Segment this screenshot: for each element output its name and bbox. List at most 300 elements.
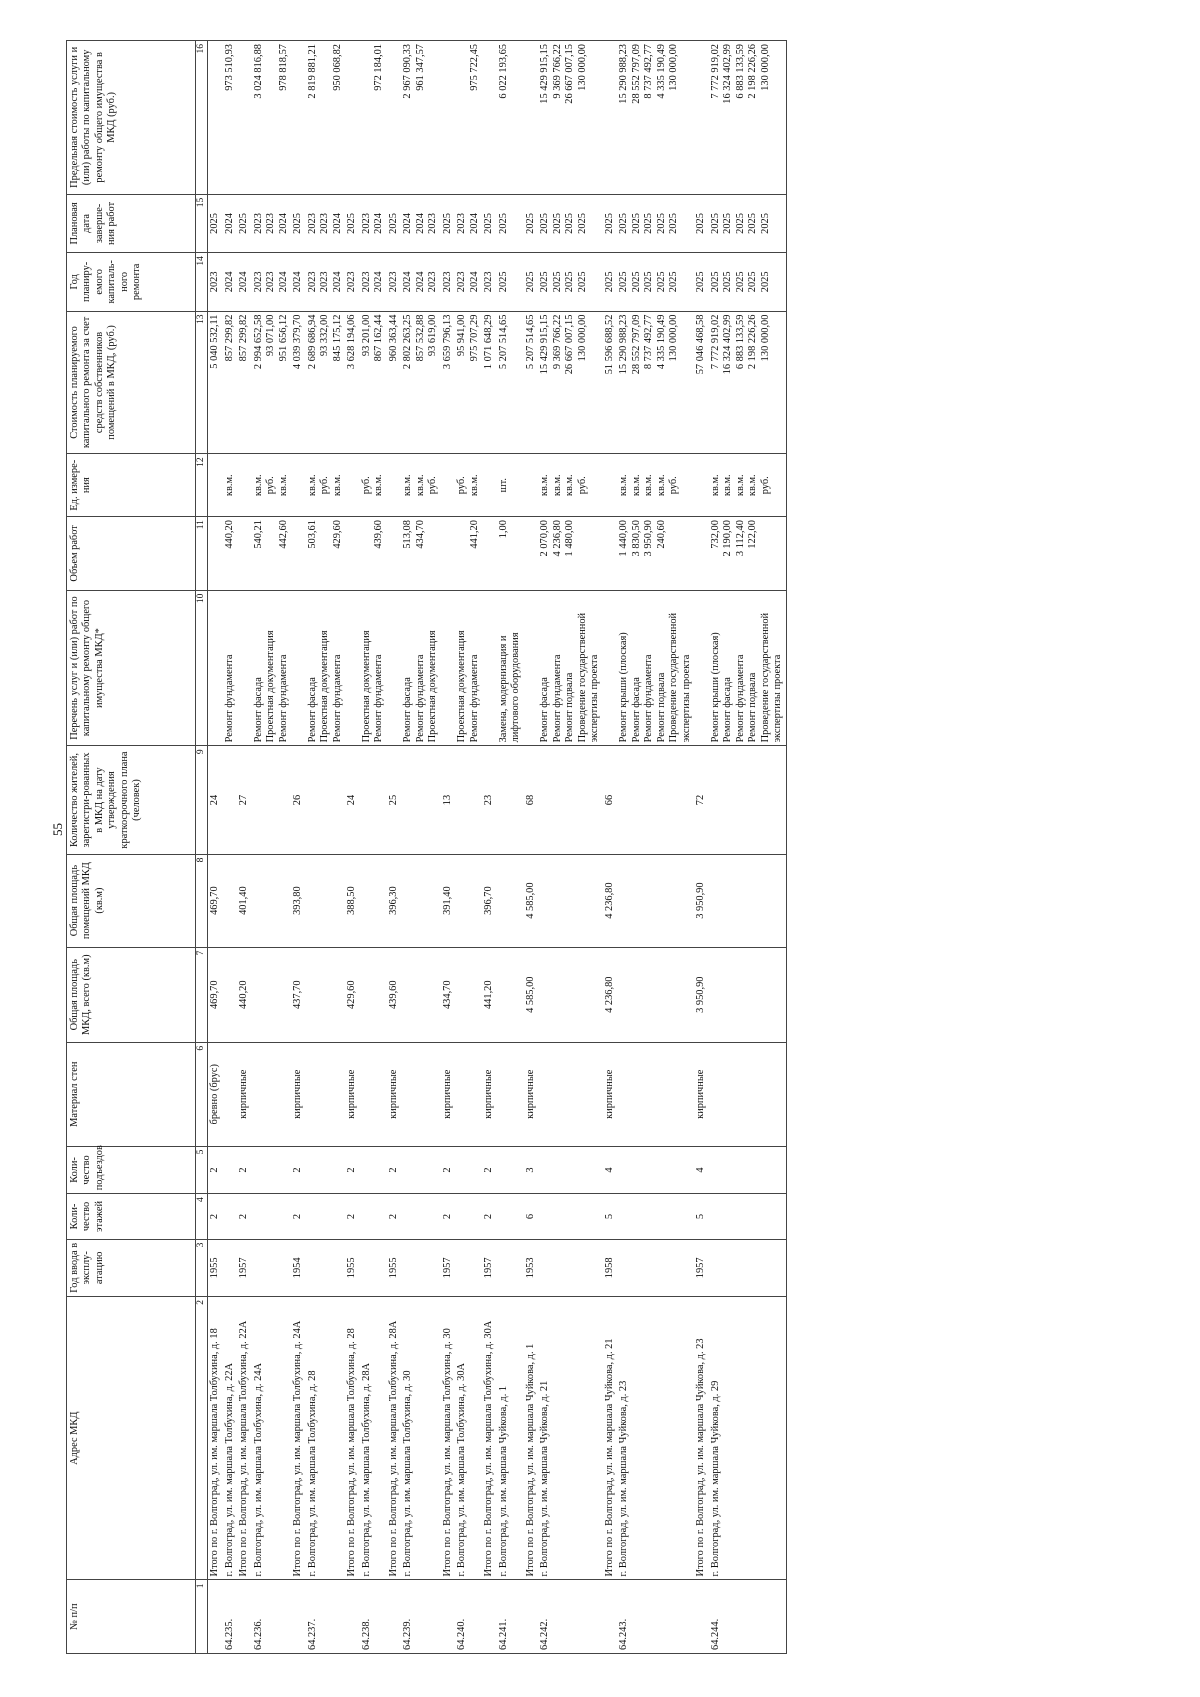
cell-end	[603, 194, 618, 252]
cell-line: 2024	[238, 271, 250, 293]
header-cell-1: № п/п	[67, 1580, 196, 1654]
cell-entr	[538, 1146, 602, 1194]
cell-line: 15 290 988,23	[618, 44, 630, 104]
table-row	[306, 41, 346, 1654]
cell-entr: 2	[387, 1146, 402, 1194]
cell-line: 2025	[524, 213, 536, 234]
cell-line	[668, 520, 681, 587]
cell-line	[346, 520, 359, 587]
header-cell-9: Количество жителей, зарегистри-рованных в МКД на дату утверждения краткосрочного плана (человек)	[67, 746, 196, 854]
cell-line: Ремонт крыши (плоская)	[709, 632, 721, 743]
cell-works	[709, 590, 786, 746]
cell-vol	[223, 517, 238, 591]
table-body	[208, 41, 786, 1654]
cell-line: 28 552 797,09	[630, 44, 642, 104]
cell-line: 15 429 915,15	[539, 314, 551, 375]
cell-mat: бревно (брус)	[208, 1042, 223, 1146]
cell-mat	[538, 1042, 602, 1146]
cell-res: 25	[387, 746, 402, 854]
cell-line: 2025	[524, 271, 536, 293]
cell-line	[525, 44, 538, 191]
cell-line: 3 628 194,06	[346, 314, 358, 370]
cell-addr: г. Волгоград, ул. им. маршала Чуйкова, д. 1	[497, 1297, 524, 1580]
cell-line	[361, 520, 374, 587]
cell-addr: Итого по г. Волгоград, ул. им. маршала Толбухина, д. 28А	[387, 1297, 402, 1580]
cell-entr	[306, 1146, 346, 1194]
cell-line: 2 070,00	[539, 520, 551, 557]
cell-plan	[208, 253, 223, 311]
cell-limit	[482, 41, 497, 195]
cell-res: 13	[441, 746, 456, 854]
cell-line	[483, 44, 496, 191]
cell-line: 8 737 492,77	[643, 314, 655, 370]
cell-line: 2025	[292, 213, 304, 234]
cell-num	[441, 1580, 456, 1654]
cell-area_p	[223, 854, 238, 947]
cell-vol	[237, 517, 252, 591]
cell-area: 469,70	[208, 947, 223, 1042]
cell-mat	[709, 1042, 786, 1146]
cell-line: кв.м.	[306, 474, 318, 497]
column-number-11: 11	[196, 517, 208, 591]
cell-line: 2025	[734, 213, 746, 234]
cell-num	[237, 1580, 252, 1654]
cell-floors	[223, 1194, 238, 1239]
cell-line: Проектная документация	[265, 630, 277, 743]
cell-line: 2025	[759, 213, 771, 234]
cell-line: 2025	[709, 271, 721, 293]
cell-line: 2025	[643, 213, 655, 234]
cell-area: 4 585,00	[524, 947, 539, 1042]
cell-unit	[694, 454, 709, 517]
cell-limit	[603, 41, 618, 195]
cell-unit	[455, 454, 482, 517]
cell-line: 951 656,12	[277, 314, 289, 362]
cell-unit	[441, 454, 456, 517]
cell-addr: г. Волгоград, ул. им. маршала Чуйкова, д. 23	[617, 1297, 694, 1580]
cell-line: 2023	[387, 271, 399, 293]
cell-year	[252, 1239, 292, 1296]
cell-line	[361, 44, 374, 191]
cell-line: 2 190,00	[722, 520, 734, 557]
cell-num	[524, 1580, 539, 1654]
cell-plan	[237, 253, 252, 311]
table-row	[223, 41, 238, 1654]
cell-line	[525, 594, 538, 743]
cell-line: кв.м.	[539, 474, 551, 497]
column-number-4: 4	[196, 1194, 208, 1239]
cell-cost	[291, 311, 306, 454]
column-number-2: 2	[196, 1297, 208, 1580]
cell-line	[388, 44, 401, 191]
cell-res	[538, 746, 602, 854]
cell-line: 3 024 816,88	[252, 44, 264, 99]
cell-end	[360, 194, 387, 252]
cell-works	[387, 590, 402, 746]
cell-num: 64.240.	[455, 1580, 482, 1654]
cell-plan	[291, 253, 306, 311]
cell-line: 2025	[655, 213, 667, 234]
cell-line: Проектная документация	[360, 630, 372, 743]
cell-line: 3 659 796,13	[441, 314, 453, 370]
cell-plan	[455, 253, 482, 311]
cell-line: 2025	[759, 271, 771, 293]
cell-line: кв.м.	[402, 474, 414, 497]
cell-floors	[497, 1194, 524, 1239]
cell-area_p	[497, 854, 524, 947]
cell-entr: 2	[345, 1146, 360, 1194]
cell-line: 2024	[468, 271, 480, 293]
cell-area_p	[306, 854, 346, 947]
column-number-5: 5	[196, 1146, 208, 1194]
cell-plan	[441, 253, 456, 311]
cell-line: 2023	[441, 271, 453, 293]
cell-mat: кирпичные	[482, 1042, 497, 1146]
cell-line: Ремонт фундамента	[373, 654, 385, 743]
cell-area: 3 950,90	[694, 947, 709, 1042]
cell-year	[223, 1239, 238, 1296]
cell-addr: Итого по г. Волгоград, ул. им. маршала Толбухина, д. 30	[441, 1297, 456, 1580]
cell-line: 4 335 190,49	[655, 314, 667, 370]
cell-num: 64.239.	[401, 1580, 441, 1654]
cell-line: 9 369 766,22	[551, 314, 563, 370]
column-number-row	[196, 41, 208, 1654]
header-cell-15: Плановая дата заверше-ния работ	[67, 194, 196, 252]
cell-mat: кирпичные	[603, 1042, 618, 1146]
cell-line: 2025	[643, 271, 655, 293]
header-cell-5: Коли-чество подъездов	[67, 1146, 196, 1194]
cell-line: 975 707,29	[468, 314, 480, 362]
cell-line: 130 000,00	[576, 314, 588, 362]
cell-addr: г. Волгоград, ул. им. маршала Толбухина, д. 28	[306, 1297, 346, 1580]
cell-floors	[306, 1194, 346, 1239]
table-row	[455, 41, 482, 1654]
cell-works	[617, 590, 694, 746]
cell-line: 93 201,00	[360, 314, 372, 357]
cell-end	[223, 194, 238, 252]
cell-cost	[223, 311, 238, 454]
cell-vol	[524, 517, 539, 591]
cell-area	[252, 947, 292, 1042]
cell-line: 857 532,88	[414, 314, 426, 362]
cell-area	[223, 947, 238, 1042]
cell-num	[603, 1580, 618, 1654]
cell-line: 2023	[252, 271, 264, 293]
cell-line: 6 883 133,59	[734, 314, 746, 370]
cell-line: 2 198 226,26	[747, 314, 759, 370]
cell-line: Замена, модернизация и лифтового оборудования	[497, 632, 522, 743]
cell-vol	[441, 517, 456, 591]
cell-cost	[617, 311, 694, 454]
total-row	[387, 41, 402, 1654]
cell-unit	[497, 454, 524, 517]
cell-end	[345, 194, 360, 252]
cell-line: 8 737 492,77	[643, 44, 655, 99]
cell-floors	[252, 1194, 292, 1239]
cell-line: 4 236,80	[551, 520, 563, 557]
cell-unit	[306, 454, 346, 517]
column-number-1: 1	[196, 1580, 208, 1654]
cell-year	[709, 1239, 786, 1296]
cell-limit	[252, 41, 292, 195]
cell-works	[306, 590, 346, 746]
cell-line: 2024	[414, 213, 426, 234]
cell-vol	[603, 517, 618, 591]
cell-line: 1 480,00	[564, 520, 576, 557]
cell-floors	[709, 1194, 786, 1239]
cell-vol	[208, 517, 223, 591]
cell-limit	[441, 41, 456, 195]
cell-limit	[617, 41, 694, 195]
header-cell-10: Перечень услуг и (или) работ по капитальному ремонту общего имущества МКД*	[67, 590, 196, 746]
cell-res: 26	[291, 746, 306, 854]
cell-line: 2025	[539, 213, 551, 234]
cell-cost	[524, 311, 539, 454]
cell-entr: 2	[441, 1146, 456, 1194]
cell-line: 978 818,57	[277, 44, 289, 91]
cell-line: Проведение государственной экспертизы проекта	[668, 612, 692, 743]
cell-unit	[709, 454, 786, 517]
rotated-page	[66, 40, 1126, 1654]
cell-area_p: 4 236,80	[603, 854, 618, 947]
cell-line: Ремонт фасада	[252, 677, 264, 743]
cell-plan	[482, 253, 497, 311]
cell-line: 57 046 468,58	[695, 314, 707, 375]
cell-addr: г. Волгоград, ул. им. маршала Чуйкова, д. 29	[709, 1297, 786, 1580]
cell-line: 439,60	[373, 520, 385, 549]
cell-cost	[482, 311, 497, 454]
table-row	[360, 41, 387, 1654]
cell-unit	[387, 454, 402, 517]
cell-year	[617, 1239, 694, 1296]
cell-line	[209, 594, 222, 743]
cell-line: 2025	[695, 271, 707, 293]
cell-line: Ремонт крыши (плоская)	[618, 632, 630, 743]
cell-cost	[497, 311, 524, 454]
cell-limit	[538, 41, 602, 195]
cell-line: 130 000,00	[759, 44, 771, 91]
cell-line: 130 000,00	[668, 44, 680, 91]
cell-line: 857 299,82	[223, 314, 235, 362]
cell-limit	[497, 41, 524, 195]
cell-cost	[455, 311, 482, 454]
cell-line: 4 039 379,70	[292, 314, 304, 370]
cell-line: 2024	[402, 213, 414, 234]
cell-unit	[538, 454, 602, 517]
cell-line: 441,20	[468, 520, 480, 549]
cell-res	[360, 746, 387, 854]
cell-cost	[401, 311, 441, 454]
cell-area_p: 4 585,00	[524, 854, 539, 947]
total-row	[345, 41, 360, 1654]
cell-mat: кирпичные	[345, 1042, 360, 1146]
cell-line: кв.м.	[277, 474, 289, 497]
cell-line: 2025	[603, 213, 615, 234]
cell-unit	[603, 454, 618, 517]
cell-year: 1957	[237, 1239, 252, 1296]
cell-line: Ремонт фундамента	[223, 654, 235, 743]
cell-unit	[617, 454, 694, 517]
cell-line: 845 175,12	[331, 314, 343, 362]
cell-end	[617, 194, 694, 252]
cell-line	[695, 457, 708, 513]
cell-line: 2024	[373, 213, 385, 234]
cell-line: 2025	[655, 271, 667, 293]
cell-line: 122,00	[747, 520, 759, 549]
total-row	[441, 41, 456, 1654]
cell-line: 2025	[630, 271, 642, 293]
cell-line: 26 667 007,15	[564, 314, 576, 375]
cell-line: шт.	[497, 478, 509, 493]
cell-num: 64.237.	[306, 1580, 346, 1654]
cell-end	[208, 194, 223, 252]
cell-line	[577, 520, 590, 587]
cell-end	[401, 194, 441, 252]
cell-line: 429,60	[331, 520, 343, 549]
cell-entr: 2	[237, 1146, 252, 1194]
cell-works	[497, 590, 524, 746]
cell-entr: 3	[524, 1146, 539, 1194]
cell-year	[306, 1239, 346, 1296]
cell-year: 1955	[387, 1239, 402, 1296]
cell-line	[604, 457, 617, 513]
cell-line	[695, 520, 708, 587]
header-row	[67, 41, 196, 1654]
page-number: 55	[50, 823, 65, 836]
cell-line	[292, 520, 305, 587]
cell-line: 2025	[441, 213, 453, 234]
cell-area_p	[252, 854, 292, 947]
cell-num	[345, 1580, 360, 1654]
cell-res	[455, 746, 482, 854]
cell-line: 2023	[306, 271, 318, 293]
cell-line	[442, 520, 455, 587]
cell-line: 93 071,00	[265, 314, 277, 357]
cell-line: 2023	[456, 271, 468, 293]
cell-line: 2025	[722, 213, 734, 234]
cell-limit	[345, 41, 360, 195]
cell-line: 2025	[747, 213, 759, 234]
cell-addr: г. Волгоград, ул. им. маршала Толбухина, д. 22А	[223, 1297, 238, 1580]
cell-line	[427, 520, 440, 587]
column-number-7: 7	[196, 947, 208, 1042]
cell-plan	[497, 253, 524, 311]
cell-line: 513,08	[402, 520, 414, 549]
cell-year: 1953	[524, 1239, 539, 1296]
cell-res	[223, 746, 238, 854]
cell-end	[694, 194, 709, 252]
cell-line: 2025	[551, 213, 563, 234]
cell-limit	[306, 41, 346, 195]
header-cell-6: Материал стен	[67, 1042, 196, 1146]
cell-year: 1957	[482, 1239, 497, 1296]
cell-line: 26 667 007,15	[564, 44, 576, 104]
cell-line	[442, 594, 455, 743]
cell-area: 4 236,80	[603, 947, 618, 1042]
cell-line: 2025	[539, 271, 551, 293]
cell-area_p	[455, 854, 482, 947]
cell-line: 2023	[265, 271, 277, 293]
header-cell-13: Стоимость планируемого капитального ремонта за счет средств собственников помещений в МКД, (руб.)	[67, 311, 196, 454]
cell-line: 2023	[427, 213, 439, 234]
cell-mat	[223, 1042, 238, 1146]
cell-line: 3 112,40	[734, 520, 746, 557]
cell-line	[209, 457, 222, 513]
cell-area	[497, 947, 524, 1042]
cell-line: кв.м.	[468, 474, 480, 497]
cell-mat: кирпичные	[237, 1042, 252, 1146]
cell-line: 2025	[576, 271, 588, 293]
cell-works	[482, 590, 497, 746]
cell-res	[306, 746, 346, 854]
cell-line: Проведение государственной экспертизы проекта	[576, 612, 601, 743]
cell-line: 2 689 686,94	[306, 314, 318, 370]
cell-line: кв.м.	[655, 474, 667, 497]
cell-line	[442, 44, 455, 191]
header-cell-2: Адрес МКД	[67, 1297, 196, 1580]
cell-line: 15 429 915,15	[539, 44, 551, 104]
cell-works	[208, 590, 223, 746]
cell-limit	[291, 41, 306, 195]
cell-line: 15 290 988,23	[618, 314, 630, 375]
cell-vol	[291, 517, 306, 591]
cell-line: Ремонт подвала	[564, 672, 576, 743]
cell-line: 434,70	[414, 520, 426, 549]
cell-limit	[401, 41, 441, 195]
header-cell-16: Предельная стоимость услуги и (или) работы по капитальному ремонту общего имущества в МКД (руб.)	[67, 41, 196, 195]
cell-line	[238, 594, 251, 743]
column-number-6: 6	[196, 1042, 208, 1146]
cell-line: 2024	[331, 213, 343, 234]
cell-num	[291, 1580, 306, 1654]
cell-line: 2025	[209, 213, 221, 234]
cell-line	[525, 457, 538, 513]
table-row	[252, 41, 292, 1654]
total-row	[524, 41, 539, 1654]
cell-vol	[617, 517, 694, 591]
cell-line: 2023	[456, 213, 468, 234]
cell-line: 2 819 881,21	[306, 44, 318, 99]
cell-works	[524, 590, 539, 746]
column-number-12: 12	[196, 454, 208, 517]
cell-line: кв.м.	[414, 474, 426, 497]
cell-area: 434,70	[441, 947, 456, 1042]
cell-res: 72	[694, 746, 709, 854]
cell-line: 2023	[265, 213, 277, 234]
cell-vol	[306, 517, 346, 591]
cell-floors: 2	[208, 1194, 223, 1239]
table-row	[538, 41, 602, 1654]
cell-num: 64.236.	[252, 1580, 292, 1654]
cell-line	[319, 520, 332, 587]
cell-line: 2024	[331, 271, 343, 293]
header-cell-12: Ед. измере-ния	[67, 454, 196, 517]
cell-line: 540,21	[252, 520, 264, 549]
cell-cost	[252, 311, 292, 454]
cell-plan	[306, 253, 346, 311]
cell-line: 2025	[668, 271, 680, 293]
cell-line: 7 772 919,02	[709, 44, 721, 99]
cell-works	[603, 590, 618, 746]
cell-limit	[709, 41, 786, 195]
cell-works	[223, 590, 238, 746]
cell-year: 1957	[441, 1239, 456, 1296]
cell-line	[238, 457, 251, 513]
cell-line	[525, 520, 538, 587]
cell-line: 2023	[306, 213, 318, 234]
cell-line: кв.м.	[709, 474, 721, 497]
cell-line: 130 000,00	[576, 44, 588, 91]
